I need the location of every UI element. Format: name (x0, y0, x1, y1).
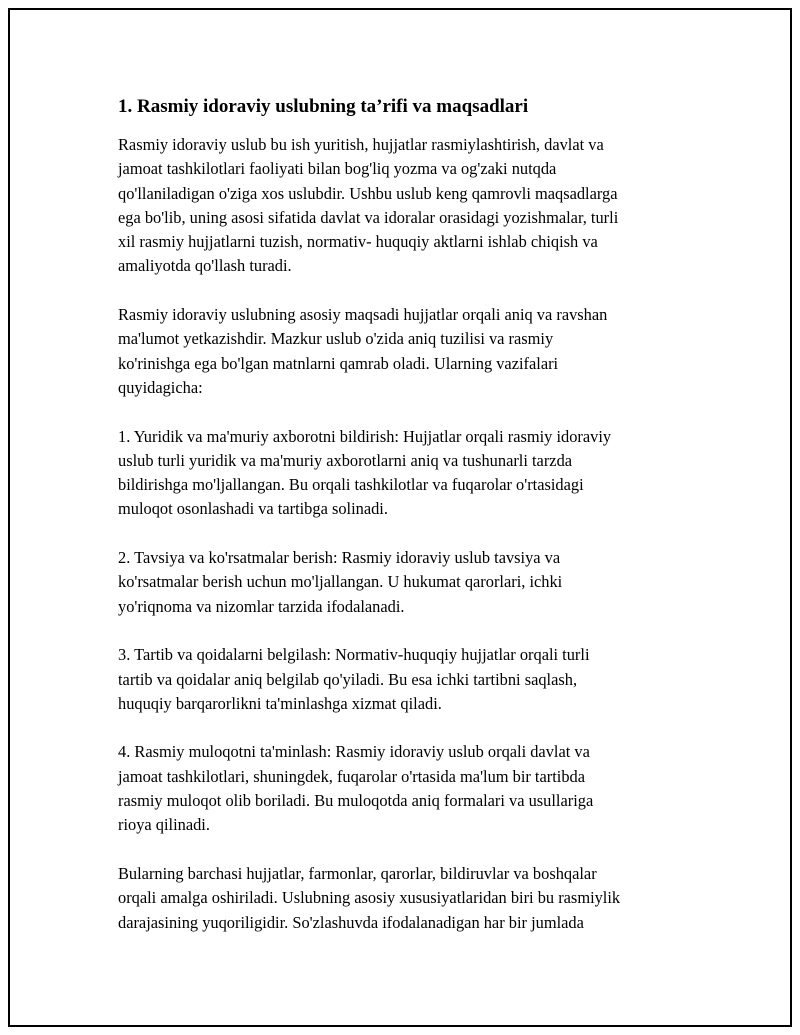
paragraph-purpose (118, 303, 698, 400)
paragraph-summary (118, 862, 698, 935)
text-line: Rasmiy idoraviy uslubning asosiy maqsadi hujjatlar orqali aniq va ravshan (118, 305, 608, 325)
text-line: jamoat tashkilotlari faoliyati bilan bog'liq yozma va og'zaki nutqda (118, 159, 557, 179)
text-line: bildirishga mo'ljallangan. Bu orqali tashkilotlar va fuqarolar o'rtasidagi (118, 475, 584, 495)
text-line: amaliyotda qo'llash turadi. (118, 256, 292, 276)
document-body (118, 94, 698, 959)
text-line: uslub turli yuridik va ma'muriy axborotlarni aniq va tushunarli tarzda (118, 450, 573, 470)
paragraph-definition (118, 133, 698, 279)
text-line: 3. Tartib va qoidalarni belgilash: Normativ-huquqiy hujjatlar orqali turli (118, 645, 590, 665)
text-line: ko'rsatmalar berish uchun mo'ljallangan. U hukumat qarorlari, ichki (118, 572, 563, 592)
text-line: Bularning barchasi hujjatlar, farmonlar, qarorlar, bildiruvlar va boshqalar (118, 863, 597, 883)
text-line: jamoat tashkilotlari, shuningdek, fuqarolar o'rtasida ma'lum bir tartibda (118, 766, 585, 786)
text-line: quyidagicha: (118, 377, 203, 397)
text-line: ko'rinishga ega bo'lgan matnlarni qamrab oladi. Ularning vazifalari (118, 353, 559, 373)
paragraph-item-3 (118, 643, 698, 716)
text-line: ma'lumot yetkazishdir. Mazkur uslub o'zida aniq tuzilisi va rasmiy (118, 329, 554, 349)
paragraph-item-4 (118, 740, 698, 837)
paragraph-item-2 (118, 546, 698, 619)
text-line: 1. Yuridik va ma'muriy axborotni bildirish: Hujjatlar orqali rasmiy idoraviy (118, 426, 612, 446)
text-line: muloqot osonlashadi va tartibga solinadi. (118, 499, 388, 519)
paragraph-item-1 (118, 425, 698, 522)
text-line: 2. Tavsiya va ko'rsatmalar berish: Rasmiy idoraviy uslub tavsiya va (118, 548, 561, 568)
text-line: tartib va qoidalar aniq belgilab qo'yiladi. Bu esa ichki tartibni saqlash, (118, 669, 578, 689)
text-line: Rasmiy idoraviy uslub bu ish yuritish, hujjatlar rasmiylashtirish, davlat va (118, 135, 604, 154)
text-line: rioya qilinadi. (118, 815, 210, 835)
text-line: rasmiy muloqot olib boriladi. Bu muloqotda aniq formalari va usullariga (118, 791, 594, 811)
section-heading: 1. Rasmiy idoraviy uslubning ta’rifi va maqsadlari (118, 96, 529, 117)
text-line: orqali amalga oshiriladi. Uslubning asosiy xususiyatlaridan biri bu rasmiylik (118, 888, 621, 908)
text-line: huquqiy barqarorlikni ta'minlashga xizmat qiladi. (118, 693, 442, 713)
text-line: darajasining yuqoriligidir. So'zlashuvda ifodalanadigan har bir jumlada (118, 912, 584, 932)
text-line: xil rasmiy hujjatlarni tuzish, normativ- huquqiy aktlarni ishlab chiqish va (118, 232, 598, 252)
text-line: ega bo'lib, uning asosi sifatida davlat va idoralar orasidagi yozishmalar, turli (118, 207, 619, 227)
text-line: 4. Rasmiy muloqotni ta'minlash: Rasmiy idoraviy uslub orqali davlat va (118, 742, 590, 762)
text-line: yo'riqnoma va nizomlar tarzida ifodalanadi. (118, 596, 405, 616)
text-line: qo'llaniladigan o'ziga xos uslubdir. Ushbu uslub keng qamrovli maqsadlarga (118, 183, 618, 203)
